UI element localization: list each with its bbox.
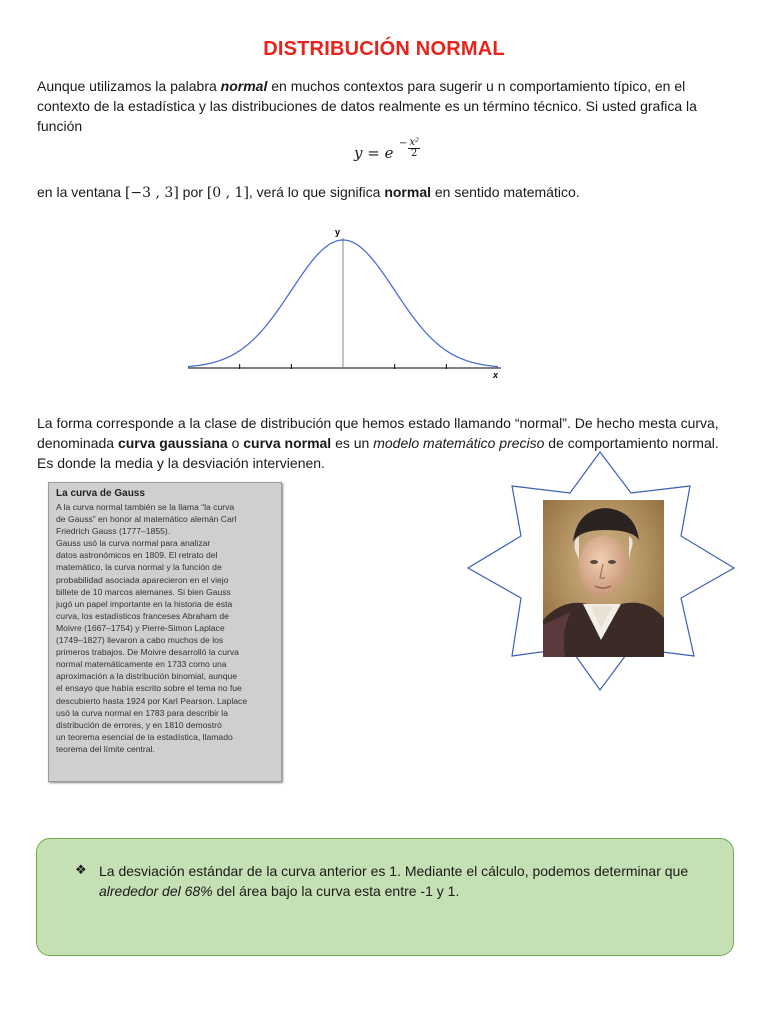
x-axis-label: x	[493, 370, 499, 380]
page-title: DISTRIBUCIÓN NORMAL	[263, 38, 505, 60]
gauss-portrait	[543, 500, 664, 657]
bell-curve-chart	[185, 222, 505, 382]
gauss-info-box	[48, 482, 282, 782]
formula-exponent: − $\frac{\text{x²}}{2}$	[399, 137, 420, 159]
y-axis-label: y	[335, 227, 341, 237]
note-text: La desviación estándar de la curva anterior es 1. Mediante el cálculo, podemos determinar que alrededor del 68% del área bajo la curva esta entre -1 y 1.	[99, 863, 689, 899]
intro-paragraph: Aunque utilizamos la palabra normal en muchos contextos para sugerir u n comportamiento típico, en el contexto de la estadística y las distribuciones de datos realmente es un término técnico. Si usted grafica la función	[37, 78, 697, 134]
window-paragraph: en la ventana [−3 , 3] por [0 , 1], verá lo que significa normal en sentido matemático.	[37, 184, 580, 201]
std-dev-note	[36, 838, 734, 956]
gauss-box-title: La curva de Gauss	[56, 488, 145, 499]
diamond-bullet-icon: ❖	[75, 862, 87, 877]
shape-paragraph: La forma corresponde a la clase de distribución que hemos estado llamando “normal”. De hecho mesta curva, denominada curva gaussiana o curva normal es un modelo matemático preciso de comportamiento normal. Es donde la media y la desviación intervienen.	[37, 415, 719, 471]
formula-base: y = e	[354, 144, 394, 162]
gaussian-formula	[354, 137, 420, 174]
gauss-box-text: A la curva normal también se la llama “la curva de Gauss” en honor al matemático alemán Carl Friedrich Gauss (1777–1855). Gauss usó la curva normal para analizar datos astronómicos en 1809. El retrato del matemático, la curva normal y la función de probabilidad asociada aparecieron en el viejo billete de 10 marcos alemanes. Si bien Gauss jugó un papel importante en la historia de esta curva, los estadísticos franceses Abraham de Moivre (1667–1754) y Pierre-Simon Laplace (1749–1827) llevaron a cabo muchos de los primeros trabajos. De Moivre desarrolló la curva normal matemáticamente en 1733 como una aproximación a la distribución binomial, aunque el ensayo que había escrito sobre el tema no fue descubierto hasta 1924 por Karl Pearson. Laplace usó la curva normal en 1783 para describir la distribución de errores, y en 1810 demostró un teorema esencial de la estadística, llamado teorema del límite central.	[56, 502, 248, 754]
